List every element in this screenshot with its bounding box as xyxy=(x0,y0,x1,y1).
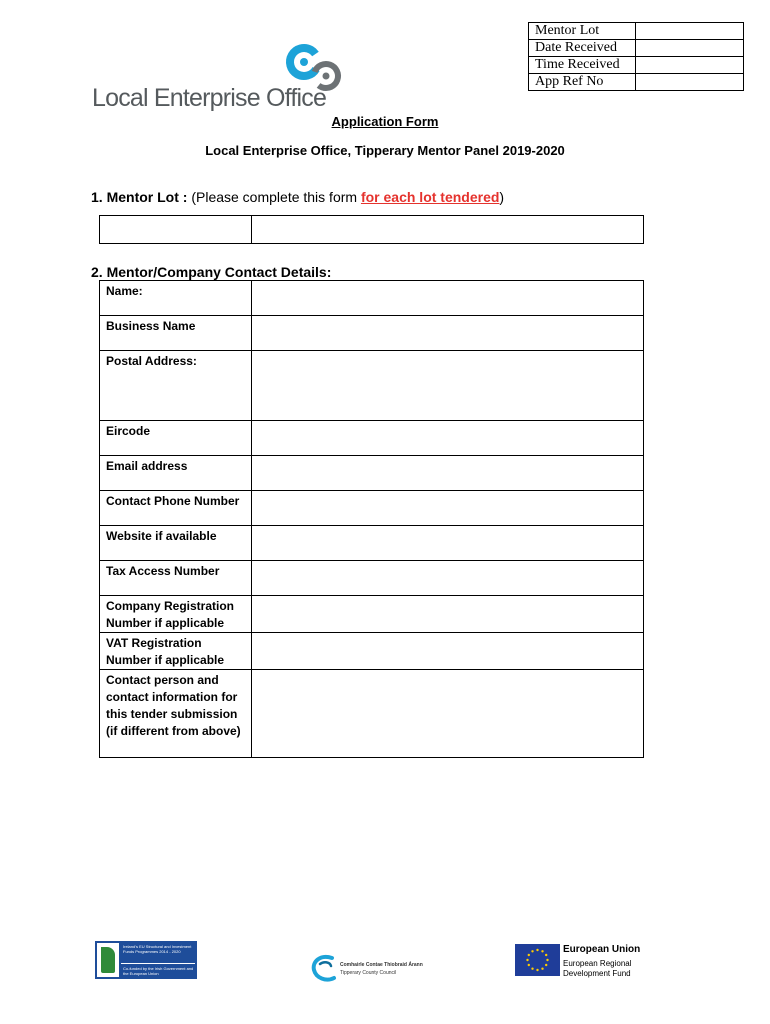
website-field[interactable] xyxy=(252,526,644,561)
office-value-field[interactable] xyxy=(636,57,744,74)
office-row-mentor-lot xyxy=(529,23,744,40)
field-label-tax-access: Tax Access Number xyxy=(100,561,252,596)
office-row-time-received xyxy=(529,57,744,74)
office-value-field[interactable] xyxy=(636,40,744,57)
local-enterprise-office-logo xyxy=(92,40,352,112)
eu-fund-name xyxy=(563,959,632,979)
field-label-postal-address: Postal Address: xyxy=(100,351,252,421)
eircode-field[interactable] xyxy=(252,421,644,456)
logo-text: Local Enterprise Office xyxy=(92,84,327,112)
row-postal-address xyxy=(100,351,644,421)
mentor-lot-description-field[interactable] xyxy=(252,216,644,244)
office-use-table xyxy=(528,22,744,91)
phone-field[interactable] xyxy=(252,491,644,526)
contact-details-table xyxy=(99,280,644,758)
email-field[interactable] xyxy=(252,456,644,491)
section-mentor-lot-heading xyxy=(91,189,504,205)
field-label-business-name: Business Name xyxy=(100,316,252,351)
european-union-logo xyxy=(515,944,655,980)
form-title: Application Form xyxy=(331,114,439,129)
office-label: App Ref No xyxy=(529,74,636,91)
office-value-field[interactable] xyxy=(636,74,744,91)
eu-flag-icon xyxy=(515,944,560,976)
tipperary-county-council-logo xyxy=(310,954,470,984)
mentor-lot-table xyxy=(99,215,644,244)
office-label: Mentor Lot xyxy=(529,23,636,40)
business-name-field[interactable] xyxy=(252,316,644,351)
row-business-name xyxy=(100,316,644,351)
postal-address-field[interactable] xyxy=(252,351,644,421)
ireland-eu-funds-logo xyxy=(95,941,197,979)
section-1-title: 1. Mentor Lot : xyxy=(91,189,188,205)
row-phone xyxy=(100,491,644,526)
row-contact-person xyxy=(100,670,644,758)
row-name xyxy=(100,281,644,316)
field-label-website: Website if available xyxy=(100,526,252,561)
ireland-cofunded-text: Co-funded by the Irish Government and the European Union xyxy=(123,966,194,976)
row-company-registration xyxy=(100,596,644,633)
office-label: Time Received xyxy=(529,57,636,74)
row-email xyxy=(100,456,644,491)
section-1-instruction-end: ) xyxy=(499,189,505,205)
tax-access-field[interactable] xyxy=(252,561,644,596)
tipperary-swirl-icon xyxy=(310,954,338,984)
section-1-emphasis: for each lot tendered xyxy=(360,189,500,205)
field-label-eircode: Eircode xyxy=(100,421,252,456)
field-label-email: Email address xyxy=(100,456,252,491)
tipperary-irish-name: Comhairle Contae Thiobraid Árann xyxy=(340,962,423,968)
field-label-company-registration: Company Registration Number if applicable xyxy=(100,596,252,633)
harp-icon xyxy=(97,943,119,977)
mentor-lot-number-field[interactable] xyxy=(100,216,252,244)
name-field[interactable] xyxy=(252,281,644,316)
field-label-name: Name: xyxy=(100,281,252,316)
eu-fund-line-1: European Regional xyxy=(563,959,632,968)
section-contact-details-heading: 2. Mentor/Company Contact Details: xyxy=(91,264,332,280)
ireland-funds-text: Ireland's EU Structural and Investment Funds Programmes 2014 - 2020 xyxy=(123,944,192,954)
section-1-instruction: (Please complete this form xyxy=(187,189,361,205)
eu-title: European Union xyxy=(563,944,641,955)
row-vat-registration xyxy=(100,633,644,670)
row-eircode xyxy=(100,421,644,456)
vat-registration-field[interactable] xyxy=(252,633,644,670)
field-label-vat-registration: VAT Registration Number if applicable xyxy=(100,633,252,670)
office-row-app-ref-no xyxy=(529,74,744,91)
company-registration-field[interactable] xyxy=(252,596,644,633)
office-row-date-received xyxy=(529,40,744,57)
contact-person-field[interactable] xyxy=(252,670,644,758)
row-tax-access xyxy=(100,561,644,596)
row-website xyxy=(100,526,644,561)
tipperary-english-name: Tipperary County Council xyxy=(340,970,397,976)
eu-fund-line-2: Development Fund xyxy=(563,969,631,978)
field-label-contact-person: Contact person and contact information for this tender submission (if different from above) xyxy=(100,670,252,758)
field-label-phone: Contact Phone Number xyxy=(100,491,252,526)
form-subtitle: Local Enterprise Office, Tipperary Mentor Panel 2019-2020 xyxy=(205,143,565,158)
office-label: Date Received xyxy=(529,40,636,57)
office-value-field[interactable] xyxy=(636,23,744,40)
